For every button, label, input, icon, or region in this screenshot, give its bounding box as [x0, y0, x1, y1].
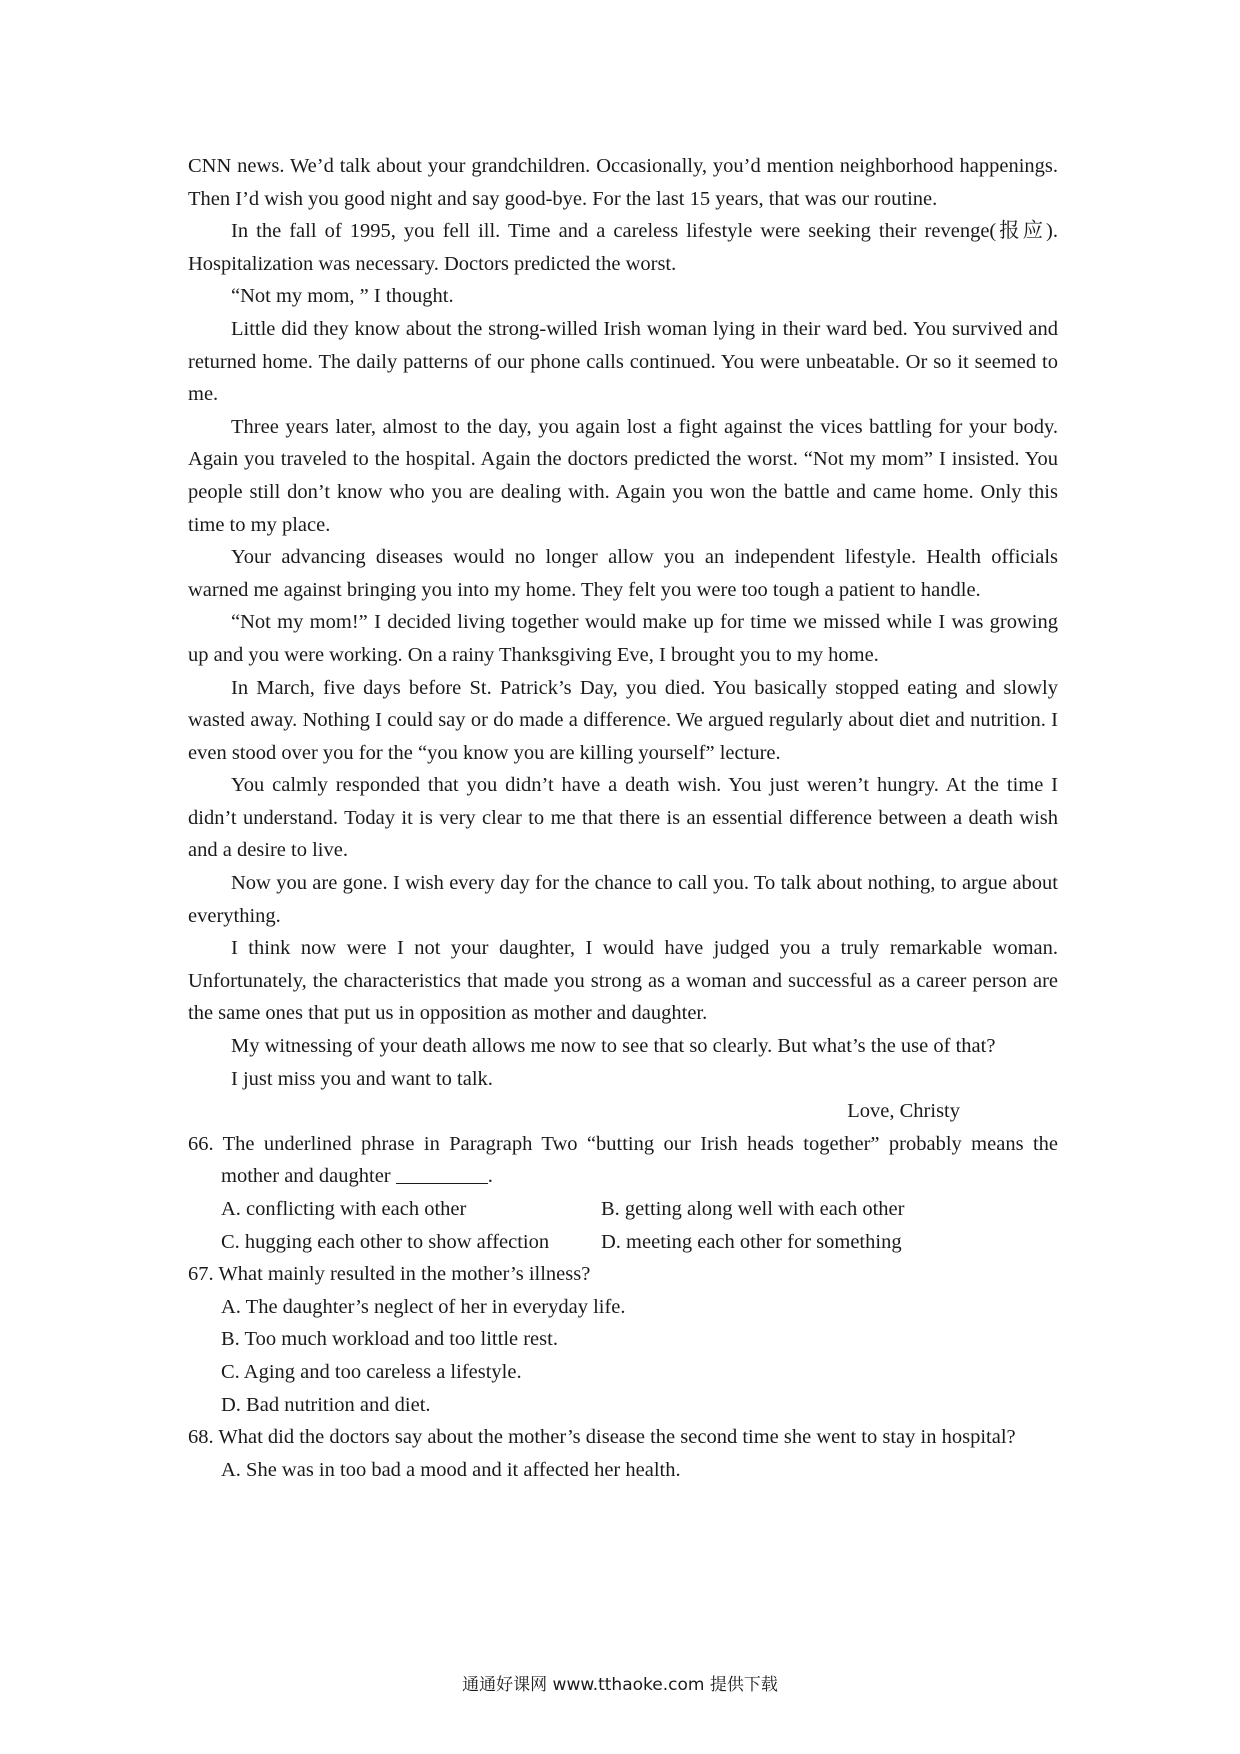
passage-paragraph: I just miss you and want to talk. — [231, 1067, 493, 1090]
passage-paragraph: I think now were I not your daughter, I would have judged you a truly remarkable woman. Unfortunately, the characteristics that made you strong as a woman and successful as a career person are the same ones that put us in opposition as mother and daughter. — [188, 937, 1058, 1025]
letter-signoff: Love, Christy — [847, 1100, 960, 1123]
page-footer: 通通好课网 www.tthaoke.com 提供下载 — [462, 1675, 778, 1695]
reading-passage — [188, 150, 1058, 1128]
passage-paragraph: “Not my mom!” I decided living together would make up for time we missed while I was growing up and you were working. On a rainy Thanksgiving Eve, I brought you to my home. — [188, 611, 1058, 666]
option-row — [188, 1226, 1058, 1259]
question-stem-end: . — [487, 1165, 493, 1188]
option-a: A. conflicting with each other — [221, 1198, 467, 1220]
passage-paragraph: Your advancing diseases would no longer allow you an independent lifestyle. Health officials warned me against bringing you into my home. They felt you were too tough a patient to handle. — [188, 546, 1058, 601]
passage-paragraph: Now you are gone. I wish every day for the chance to call you. To talk about nothing, to argue about everything. — [188, 872, 1058, 927]
passage-paragraph: Little did they know about the strong-willed Irish woman lying in their ward bed. You survived and returned home. The daily patterns of our phone calls continued. You were unbeatable. Or so it seemed to me. — [188, 317, 1058, 406]
passage-paragraph: You calmly responded that you didn’t have a death wish. You just weren’t hungry. At the time I didn’t understand. Today it is very clear to me that there is an essential difference between a death wish and a desire to live. — [188, 774, 1058, 862]
passage-paragraph: Three years later, almost to the day, you again lost a fight against the vices battling for your body. Again you traveled to the hospital. Again the doctors predicted the worst. “Not my mom” I insisted. You people still don’t know who you are dealing with. Again you won the battle and came home. Only this time to my place. — [188, 415, 1058, 536]
option-b: B. Too much workload and too little rest. — [221, 1328, 558, 1351]
passage-paragraph: “Not my mom, ” I thought. — [231, 285, 454, 308]
passage-paragraph: In March, five days before St. Patrick’s Day, you died. You basically stopped eating and slowly wasted away. Nothing I could say or do made a difference. We argued regularly about diet and nutrition. I even stood over you for the “you know you are killing yourself” lecture. — [188, 676, 1058, 764]
question-68 — [188, 1421, 1058, 1486]
passage-paragraph: In the fall of 1995, you fell ill. Time and a careless lifestyle were seeking their revenge(报应). Hospitalization was necessary. Doctors predicted the worst. — [188, 220, 1058, 275]
passage-paragraph: My witnessing of your death allows me now to see that so clearly. But what’s the use of that? — [231, 1035, 996, 1058]
question-stem: 68. What did the doctors say about the mother’s disease the second time she went to stay in hospital? — [188, 1426, 1016, 1449]
option-b: B. getting along well with each other — [601, 1198, 905, 1220]
option-d: D. meeting each other for something — [601, 1230, 902, 1253]
option-c: C. Aging and too careless a lifestyle. — [221, 1360, 522, 1383]
answer-blank — [396, 1163, 488, 1184]
question-stem-text: 66. The underlined phrase in Paragraph Two “butting our Irish heads together” probably means the mother and daughter — [188, 1132, 1058, 1188]
question-67 — [188, 1258, 1058, 1421]
option-c: C. hugging each other to show affection — [221, 1230, 550, 1253]
option-a: A. The daughter’s neglect of her in everyday life. — [221, 1295, 626, 1318]
option-d: D. Bad nutrition and diet. — [221, 1393, 431, 1416]
option-a: A. She was in too bad a mood and it affected her health. — [221, 1458, 681, 1481]
question-stem — [188, 1128, 1058, 1193]
exam-page — [188, 150, 1058, 1486]
question-66 — [188, 1128, 1058, 1258]
option-row — [188, 1193, 1058, 1226]
question-stem: 67. What mainly resulted in the mother’s illness? — [188, 1263, 591, 1286]
passage-paragraph: CNN news. We’d talk about your grandchildren. Occasionally, you’d mention neighborhood happenings. Then I’d wish you good night and say good-bye. For the last 15 years, that was our routine. — [188, 155, 1058, 210]
